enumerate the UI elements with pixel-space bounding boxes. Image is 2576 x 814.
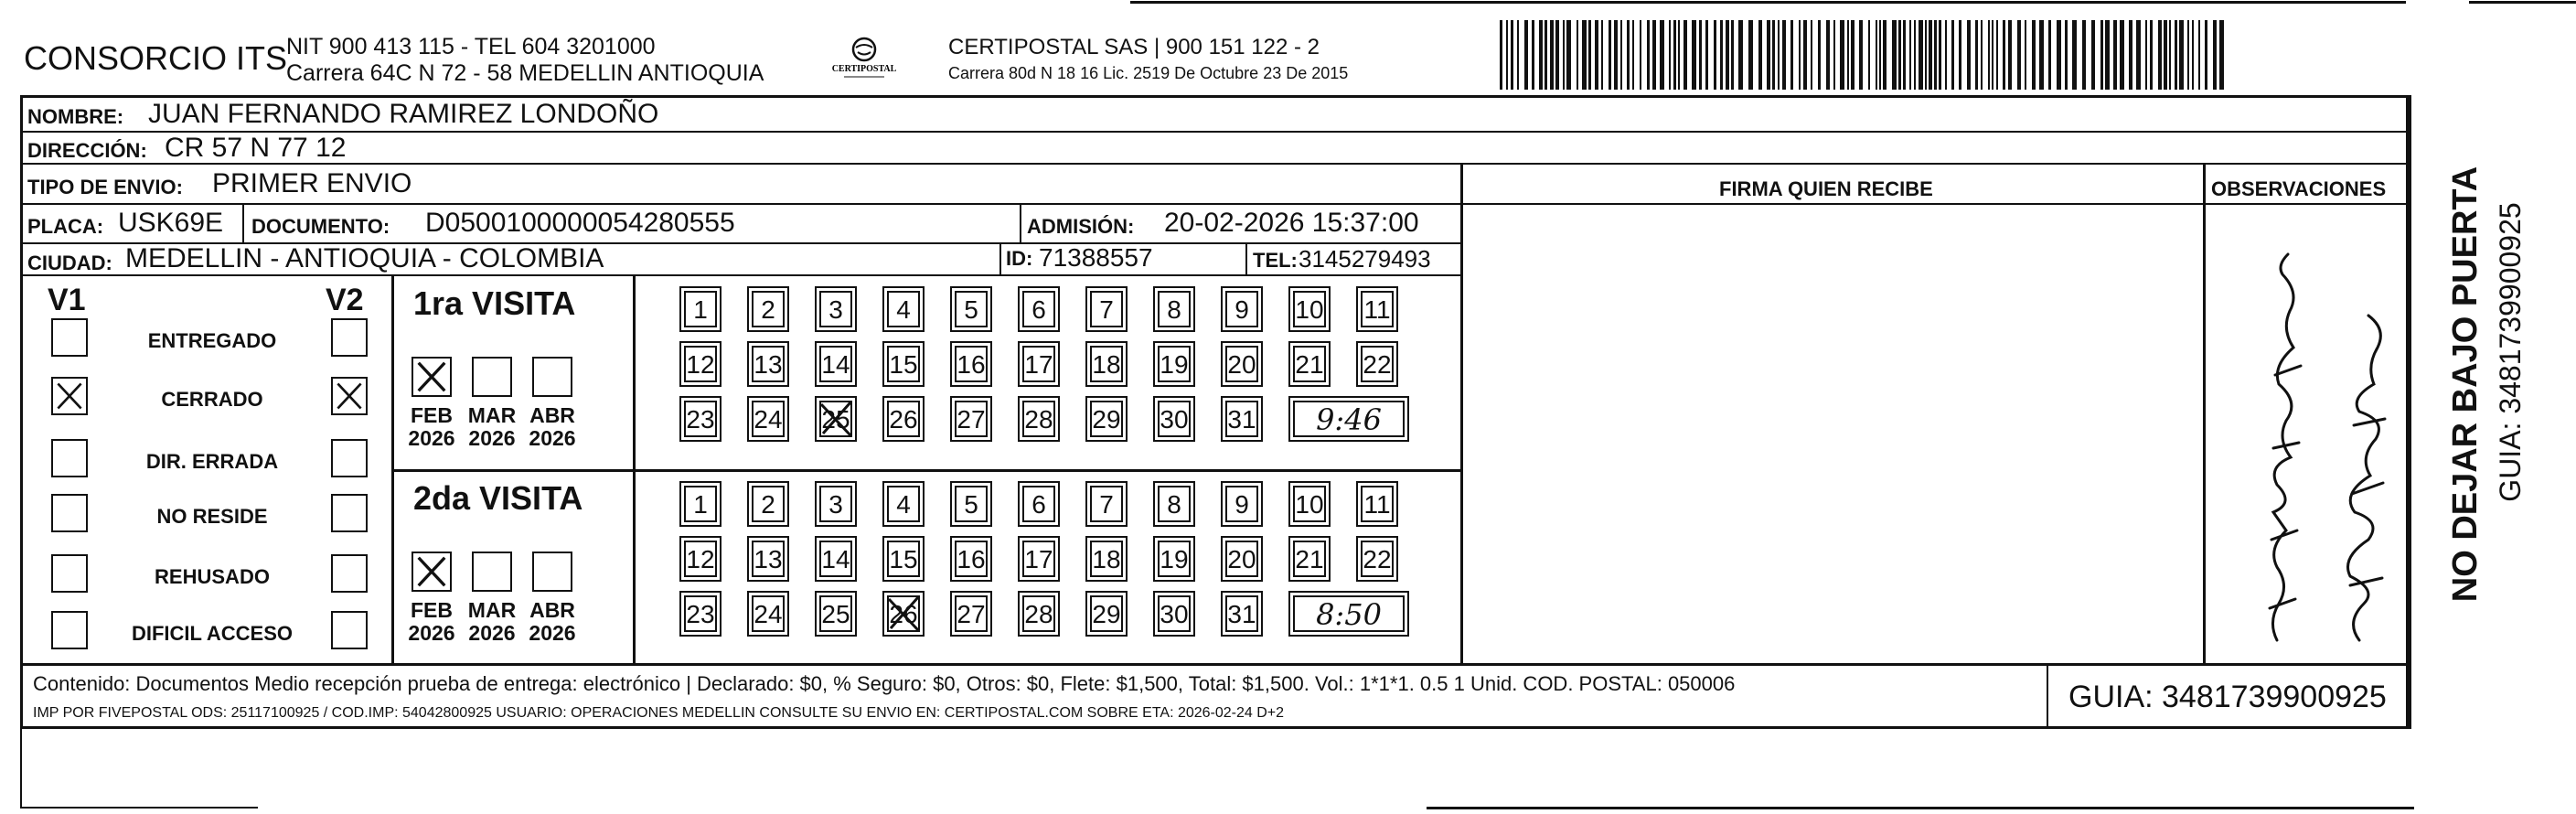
signature-header: FIRMA QUIEN RECIBE (1719, 177, 1933, 200)
day-box[interactable]: 1 (684, 291, 717, 327)
month-name: MAR (467, 403, 517, 427)
day-box[interactable]: 18 (1090, 346, 1123, 382)
day-box[interactable]: 21 (1293, 541, 1326, 577)
month-checkbox[interactable] (412, 552, 452, 592)
bottom-rule-right (1427, 807, 2414, 809)
plate-label: PLACA: (27, 215, 104, 238)
shipment-type: PRIMER ENVIO (212, 168, 412, 198)
city-label: CIUDAD: (27, 252, 112, 274)
v2-checkbox[interactable] (331, 494, 368, 532)
v1-header: V1 (48, 283, 86, 317)
day-box[interactable]: 22 (1361, 541, 1394, 577)
month-year: 2026 (468, 621, 516, 646)
obs-left-line (2203, 163, 2206, 663)
handwritten-signature (2213, 238, 2405, 659)
day-box[interactable]: 1 (684, 486, 717, 522)
recipient-address: CR 57 N 77 12 (165, 133, 347, 163)
handwritten-time[interactable]: 9:46 (1293, 401, 1405, 437)
v1-checkbox[interactable] (51, 318, 88, 357)
day-box[interactable]: 6 (1022, 486, 1055, 522)
header-underline-sig (1460, 203, 2409, 205)
day-box[interactable]: 29 (1090, 595, 1123, 632)
month-year: 2026 (529, 621, 576, 646)
footer-guide: GUIA: 3481739900925 (2068, 680, 2387, 714)
v1-checkbox[interactable] (51, 611, 88, 649)
month-checkbox[interactable] (472, 357, 512, 397)
day-box[interactable]: 15 (887, 346, 920, 382)
document-label: DOCUMENTO: (251, 215, 390, 238)
city-value: MEDELLIN - ANTIOQUIA - COLOMBIA (125, 243, 604, 273)
month-year: 2026 (529, 426, 576, 451)
id-divider (999, 242, 1001, 274)
day-box[interactable]: 28 (1022, 595, 1055, 632)
day-box[interactable]: 12 (684, 346, 717, 382)
day-box[interactable]: 6 (1022, 291, 1055, 327)
day-box[interactable]: 3 (819, 486, 852, 522)
day-box[interactable]: 8 (1158, 291, 1191, 327)
day-box[interactable]: 30 (1158, 595, 1191, 632)
month-name: MAR (467, 598, 517, 622)
day-box[interactable]: 22 (1361, 346, 1394, 382)
day-box[interactable]: 4 (887, 486, 920, 522)
day-box[interactable]: 15 (887, 541, 920, 577)
status-label: DIR. ERRADA (145, 450, 279, 473)
month-label (404, 404, 459, 451)
bottom-rule-left-vert (20, 729, 22, 807)
day-box[interactable]: 29 (1090, 401, 1123, 437)
day-box[interactable]: 14 (819, 346, 852, 382)
day-box[interactable]: 23 (684, 595, 717, 632)
tel-divider (1245, 242, 1247, 274)
status-label: DIFICIL ACCESO (131, 622, 293, 645)
month-checkbox[interactable] (532, 357, 572, 397)
v1-checkbox[interactable] (51, 554, 88, 593)
month-year: 2026 (468, 426, 516, 451)
tel-label: TEL: (1253, 249, 1298, 272)
company-line-1: NIT 900 413 115 - TEL 604 3201000 (286, 34, 656, 59)
month-checkbox[interactable] (412, 357, 452, 397)
day-cross-mark (818, 399, 854, 439)
day-box[interactable]: 10 (1293, 291, 1326, 327)
day-box[interactable]: 9 (1225, 486, 1258, 522)
day-box[interactable]: 2 (752, 291, 785, 327)
address-label: DIRECCIÓN: (27, 139, 147, 162)
month-year: 2026 (408, 621, 455, 646)
carrier-line-2: Carrera 80d N 18 16 Lic. 2519 De Octubre 23 De 2015 (948, 64, 1349, 82)
day-box[interactable]: 11 (1361, 486, 1394, 522)
id-label: ID: (1006, 247, 1033, 270)
v1-checkbox[interactable] (51, 439, 88, 477)
observations-header: OBSERVACIONES (2211, 177, 2387, 200)
month-label (404, 599, 459, 646)
day-box[interactable]: 7 (1090, 486, 1123, 522)
day-box[interactable]: 11 (1361, 291, 1394, 327)
day-box[interactable]: 17 (1022, 346, 1055, 382)
day-box[interactable]: 16 (955, 346, 988, 382)
id-value: 71388557 (1039, 243, 1153, 272)
admission-divider (1020, 203, 1021, 242)
month-label (525, 404, 580, 451)
company-name: CONSORCIO ITS (24, 39, 288, 77)
v1-checkbox[interactable] (51, 494, 88, 532)
day-box[interactable]: 19 (1158, 541, 1191, 577)
shipment-type-label: TIPO DE ENVIO: (27, 176, 183, 198)
day-box[interactable]: 31 (1225, 595, 1258, 632)
day-box[interactable]: 27 (955, 401, 988, 437)
day-box[interactable]: 21 (1293, 346, 1326, 382)
day-box[interactable]: 24 (752, 401, 785, 437)
day-box[interactable]: 13 (752, 346, 785, 382)
day-box[interactable]: 20 (1225, 541, 1258, 577)
v2-checkbox[interactable] (331, 318, 368, 357)
day-box[interactable]: 17 (1022, 541, 1055, 577)
month-checkbox[interactable] (472, 552, 512, 592)
day-box[interactable]: 18 (1090, 541, 1123, 577)
day-box[interactable]: 28 (1022, 401, 1055, 437)
month-name: FEB (411, 403, 453, 427)
carrier-line-1: CERTIPOSTAL SAS | 900 151 122 - 2 (948, 35, 1320, 59)
day-box[interactable]: 25 (819, 595, 852, 632)
svg-text:CERTIPOSTAL: CERTIPOSTAL (831, 64, 897, 74)
plate-divider (242, 203, 244, 242)
company-line-2: Carrera 64C N 72 - 58 MEDELLIN ANTIOQUIA (286, 60, 764, 86)
visit-title: 1ra VISITA (413, 284, 576, 322)
day-box[interactable]: 8 (1158, 486, 1191, 522)
month-name: ABR (529, 403, 575, 427)
status-label: ENTREGADO (147, 329, 277, 352)
name-label: NOMBRE: (27, 105, 124, 128)
day-box[interactable]: 13 (752, 541, 785, 577)
month-label (465, 599, 519, 646)
day-box[interactable]: 10 (1293, 486, 1326, 522)
day-box[interactable]: 7 (1090, 291, 1123, 327)
day-box[interactable]: 27 (955, 595, 988, 632)
v2-checkbox[interactable] (331, 439, 368, 477)
month-label (525, 599, 580, 646)
top-rule-right (2469, 1, 2576, 4)
sig-left-line (1460, 163, 1463, 663)
month-checkbox[interactable] (532, 552, 572, 592)
row-line-5 (20, 274, 1460, 276)
day-box[interactable]: 23 (684, 401, 717, 437)
v2-checkbox[interactable] (331, 377, 368, 415)
visit-separator (391, 469, 1460, 472)
side-guide: GUIA: 3481739900925 (2494, 202, 2527, 502)
day-box[interactable]: 25 (819, 401, 852, 437)
print-line: IMP POR FIVEPOSTAL ODS: 25117100925 / COD.IMP: 54042800925 USUARIO: OPERACIONES MEDELLIN CONSULTE SU ENVIO EN: CERTIPOSTAL.COM SOBRE ETA: 2026-02-24 D+2 (33, 705, 1285, 721)
month-name: FEB (411, 598, 453, 622)
bottom-rule-left (20, 807, 258, 809)
month-label (465, 404, 519, 451)
v1-checkbox[interactable] (51, 377, 88, 415)
top-rule (1130, 1, 2406, 4)
recipient-name: JUAN FERNANDO RAMIREZ LONDOÑO (148, 99, 659, 129)
day-box[interactable]: 2 (752, 486, 785, 522)
footer-guide-divider (2047, 663, 2048, 729)
day-box[interactable]: 31 (1225, 401, 1258, 437)
footer-line (20, 663, 2409, 666)
content-line: Contenido: Documentos Medio recepción prueba de entrega: electrónico | Declarado: $0, % Seguro: $0, Otros: $0, Flete: $1,500, Total: $1,500. Vol.: 1*1*1. 0.5 1 Unid. COD. POSTAL: 050006 (33, 672, 1736, 695)
day-box[interactable]: 26 (887, 401, 920, 437)
certipostal-logo (828, 33, 901, 82)
status-label: REHUSADO (155, 565, 270, 588)
day-box[interactable]: 30 (1158, 401, 1191, 437)
day-box[interactable]: 12 (684, 541, 717, 577)
day-box[interactable]: 9 (1225, 291, 1258, 327)
document-value: D0500100000054280555 (425, 208, 735, 238)
month-year: 2026 (408, 426, 455, 451)
day-box[interactable]: 4 (887, 291, 920, 327)
v2-checkbox[interactable] (331, 554, 368, 593)
day-box[interactable]: 20 (1225, 346, 1258, 382)
side-warning: NO DEJAR BAJO PUERTA (2446, 166, 2485, 603)
day-box[interactable]: 5 (955, 291, 988, 327)
month-name: ABR (529, 598, 575, 622)
status-label: CERRADO (161, 388, 263, 411)
body-right-divider (2406, 95, 2409, 729)
v2-header: V2 (326, 283, 364, 317)
plate-value: USK69E (118, 208, 224, 238)
v2-checkbox[interactable] (331, 611, 368, 649)
day-box[interactable]: 14 (819, 541, 852, 577)
day-box[interactable]: 16 (955, 541, 988, 577)
barcode (1500, 20, 2231, 90)
certipostal-logo-mark (828, 33, 901, 82)
tel-value: 3145279493 (1299, 245, 1431, 273)
day-box[interactable]: 3 (819, 291, 852, 327)
visit-title: 2da VISITA (413, 479, 583, 517)
day-box[interactable]: 26 (887, 595, 920, 632)
day-cross-mark (885, 594, 922, 634)
admission-value: 20-02-2026 15:37:00 (1164, 208, 1419, 238)
row-line-1 (20, 131, 2409, 133)
day-box[interactable]: 5 (955, 486, 988, 522)
admission-label: ADMISIÓN: (1027, 215, 1135, 238)
row-line-2 (20, 163, 2409, 165)
handwritten-time[interactable]: 8:50 (1293, 595, 1405, 632)
day-box[interactable]: 24 (752, 595, 785, 632)
status-label: NO RESIDE (156, 505, 268, 528)
day-box[interactable]: 19 (1158, 346, 1191, 382)
